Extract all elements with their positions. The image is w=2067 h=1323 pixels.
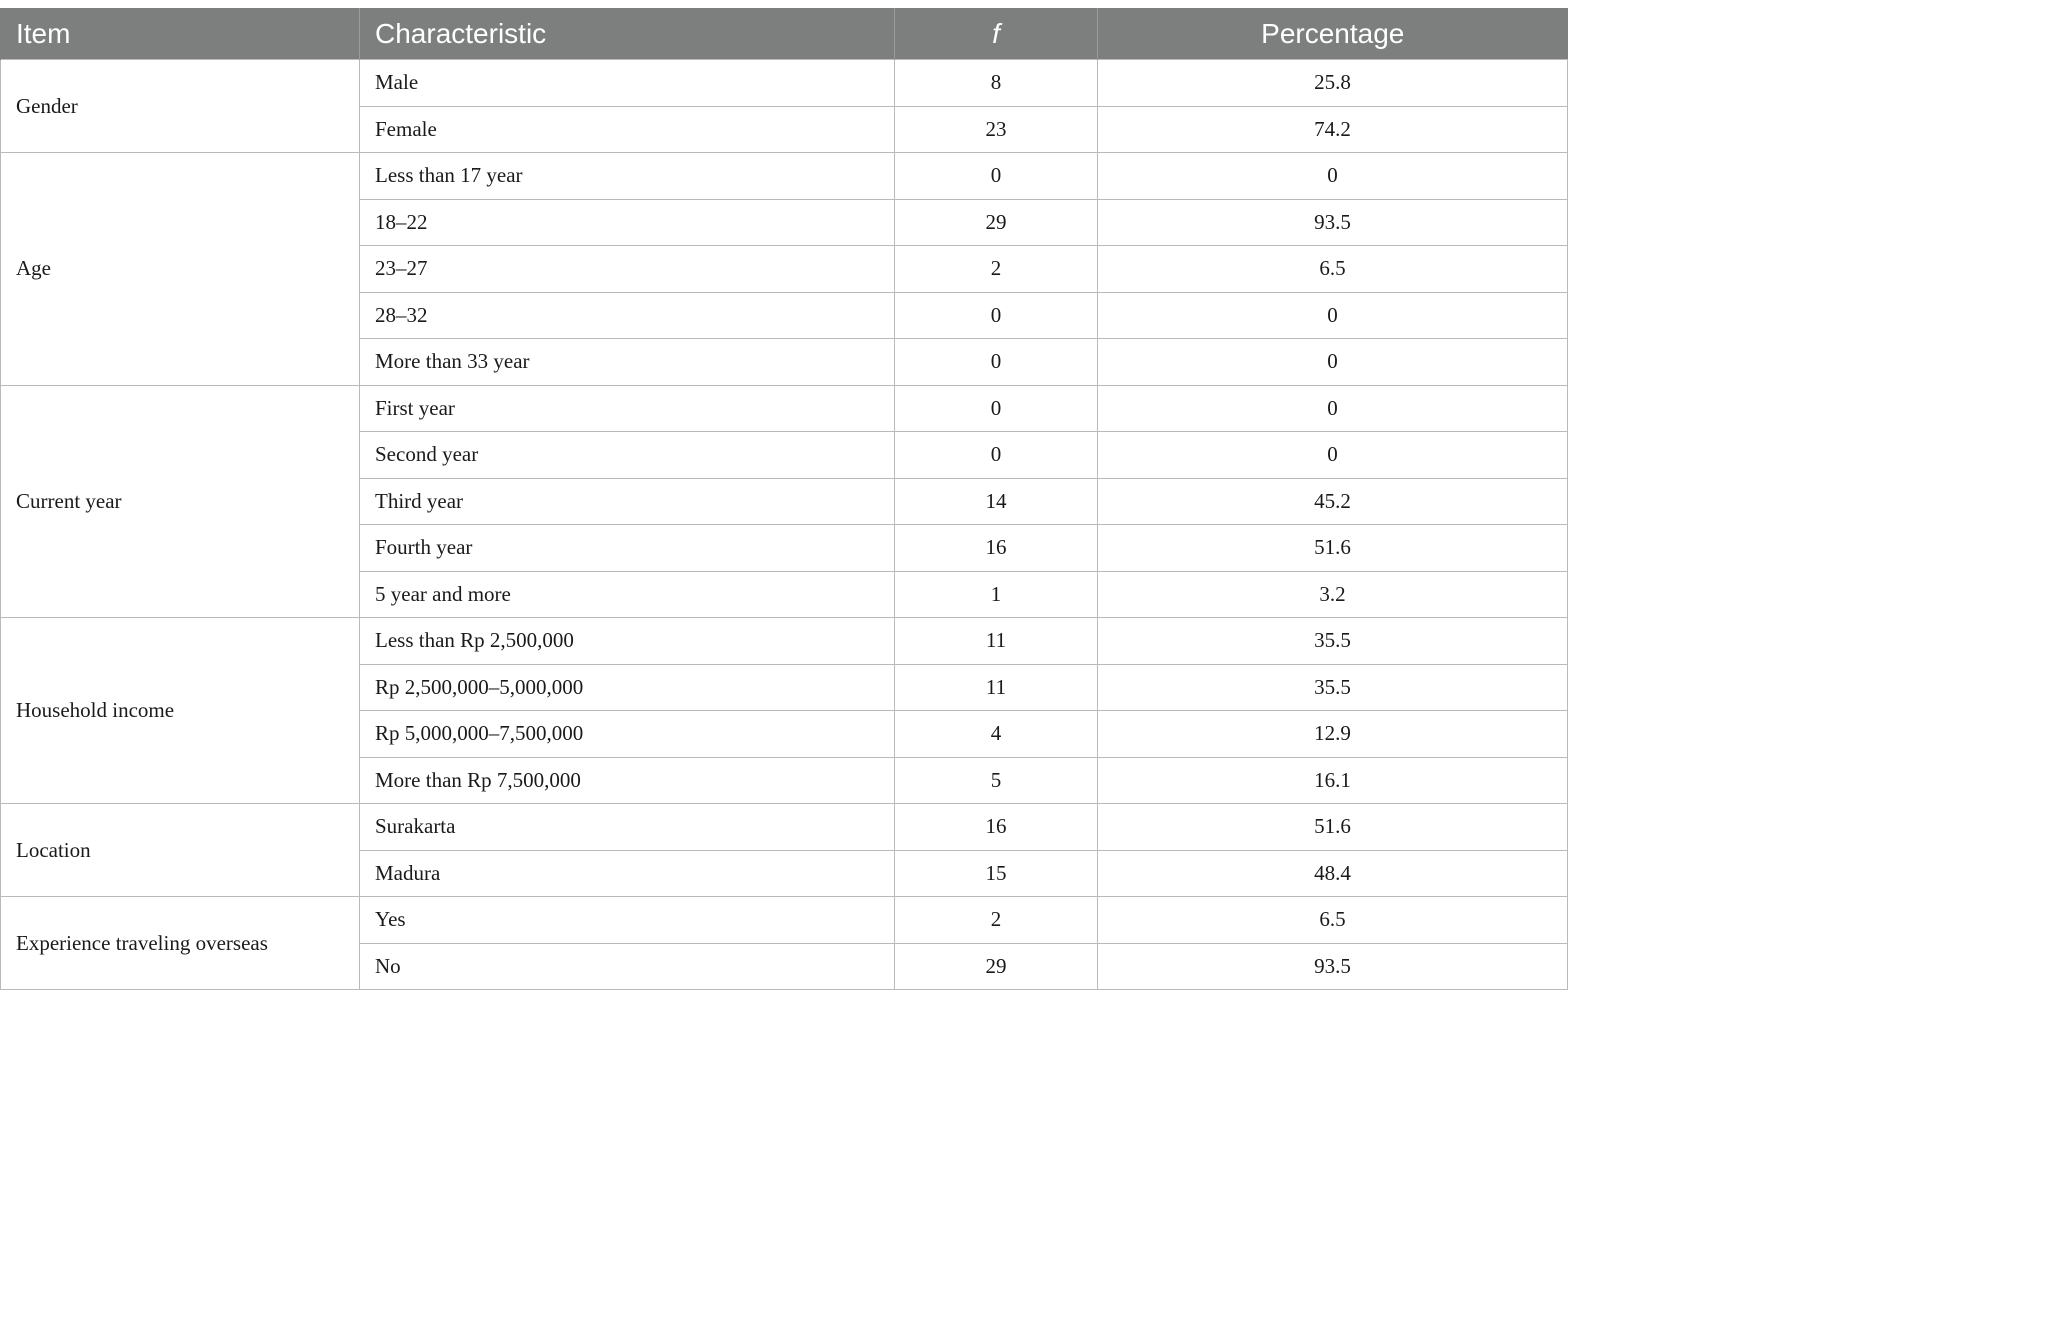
percentage-cell: 0 [1098, 292, 1568, 339]
frequency-cell: 14 [895, 478, 1098, 525]
frequency-cell: 0 [895, 432, 1098, 479]
table-row [1, 60, 1568, 107]
characteristic-cell: Rp 5,000,000–7,500,000 [360, 711, 895, 758]
characteristic-cell: 18–22 [360, 199, 895, 246]
table-row [1, 618, 1568, 665]
header-percentage: Percentage [1098, 8, 1568, 60]
characteristic-cell: No [360, 943, 895, 990]
frequency-cell: 29 [895, 943, 1098, 990]
percentage-cell: 35.5 [1098, 664, 1568, 711]
table-row [1, 897, 1568, 944]
percentage-cell: 6.5 [1098, 897, 1568, 944]
percentage-cell: 35.5 [1098, 618, 1568, 665]
characteristic-cell: 28–32 [360, 292, 895, 339]
percentage-cell: 74.2 [1098, 106, 1568, 153]
frequency-cell: 29 [895, 199, 1098, 246]
frequency-cell: 5 [895, 757, 1098, 804]
percentage-cell: 25.8 [1098, 60, 1568, 107]
characteristic-cell: More than Rp 7,500,000 [360, 757, 895, 804]
frequency-cell: 2 [895, 897, 1098, 944]
item-cell: Location [1, 804, 360, 897]
table-row [1, 385, 1568, 432]
percentage-cell: 48.4 [1098, 850, 1568, 897]
characteristic-cell: More than 33 year [360, 339, 895, 386]
characteristic-cell: Fourth year [360, 525, 895, 572]
characteristic-cell: Third year [360, 478, 895, 525]
characteristic-cell: Less than Rp 2,500,000 [360, 618, 895, 665]
table-row [1, 153, 1568, 200]
percentage-cell: 12.9 [1098, 711, 1568, 758]
table-header [1, 8, 1568, 60]
frequency-cell: 1 [895, 571, 1098, 618]
frequency-cell: 4 [895, 711, 1098, 758]
frequency-cell: 11 [895, 664, 1098, 711]
header-item: Item [1, 8, 360, 60]
item-cell: Current year [1, 385, 360, 618]
characteristic-cell: Rp 2,500,000–5,000,000 [360, 664, 895, 711]
item-cell: Household income [1, 618, 360, 804]
percentage-cell: 0 [1098, 339, 1568, 386]
demographics-table [0, 8, 1568, 990]
frequency-cell: 8 [895, 60, 1098, 107]
characteristic-cell: 5 year and more [360, 571, 895, 618]
frequency-cell: 0 [895, 153, 1098, 200]
characteristic-cell: Surakarta [360, 804, 895, 851]
percentage-cell: 0 [1098, 432, 1568, 479]
percentage-cell: 51.6 [1098, 804, 1568, 851]
characteristic-cell: Yes [360, 897, 895, 944]
frequency-cell: 0 [895, 339, 1098, 386]
frequency-cell: 11 [895, 618, 1098, 665]
frequency-cell: 16 [895, 525, 1098, 572]
table-row [1, 804, 1568, 851]
characteristic-cell: 23–27 [360, 246, 895, 293]
percentage-cell: 93.5 [1098, 943, 1568, 990]
characteristic-cell: Male [360, 60, 895, 107]
frequency-cell: 15 [895, 850, 1098, 897]
table-body [1, 60, 1568, 990]
header-row [1, 8, 1568, 60]
frequency-cell: 0 [895, 292, 1098, 339]
item-cell: Age [1, 153, 360, 386]
frequency-cell: 2 [895, 246, 1098, 293]
frequency-cell: 23 [895, 106, 1098, 153]
characteristic-cell: Female [360, 106, 895, 153]
item-cell: Gender [1, 60, 360, 153]
characteristic-cell: Less than 17 year [360, 153, 895, 200]
item-cell: Experience traveling overseas [1, 897, 360, 990]
characteristic-cell: First year [360, 385, 895, 432]
percentage-cell: 3.2 [1098, 571, 1568, 618]
percentage-cell: 45.2 [1098, 478, 1568, 525]
percentage-cell: 0 [1098, 385, 1568, 432]
frequency-cell: 16 [895, 804, 1098, 851]
percentage-cell: 51.6 [1098, 525, 1568, 572]
characteristic-cell: Second year [360, 432, 895, 479]
percentage-cell: 93.5 [1098, 199, 1568, 246]
characteristic-cell: Madura [360, 850, 895, 897]
percentage-cell: 6.5 [1098, 246, 1568, 293]
header-frequency: f [895, 8, 1098, 60]
percentage-cell: 16.1 [1098, 757, 1568, 804]
header-characteristic: Characteristic [360, 8, 895, 60]
percentage-cell: 0 [1098, 153, 1568, 200]
frequency-cell: 0 [895, 385, 1098, 432]
